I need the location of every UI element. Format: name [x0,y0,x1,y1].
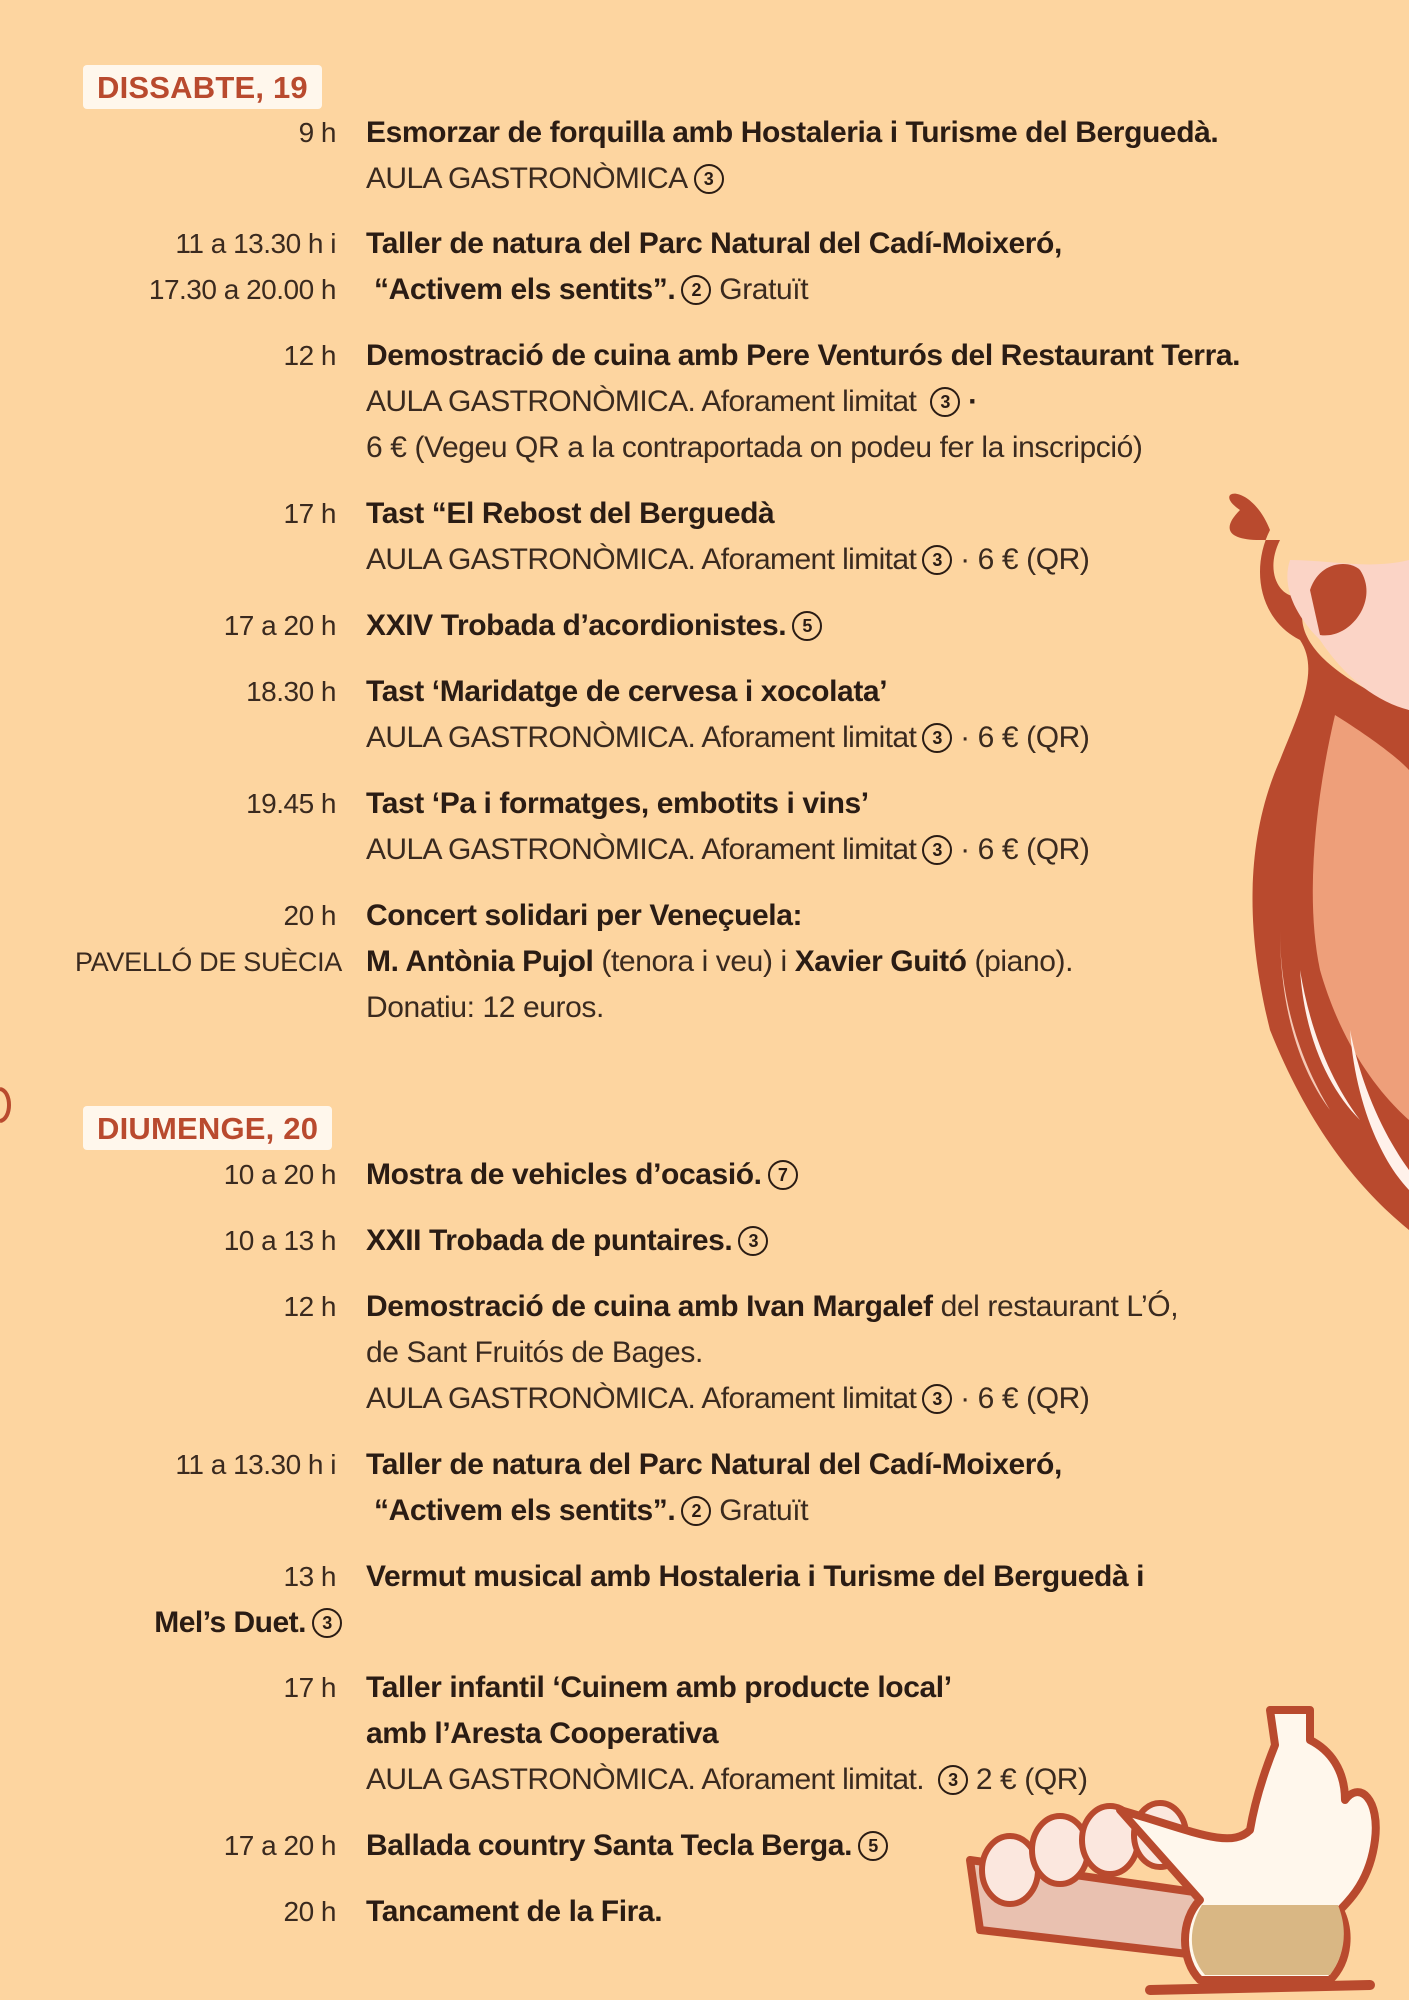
event-title: Taller infantil ‘Cuinem amb producte local’ [366,1671,952,1704]
event-time: 17 a 20 h [223,610,336,641]
event-venue: AULA GASTRONÒMICA. Aforament limitat [366,385,917,418]
event-venue: AULA GASTRONÒMICA. Aforament limitat. [366,1763,924,1796]
location-number-badge: 3 [922,835,952,865]
performer-role: (tenora i veu) i [593,945,795,978]
event-note: Donatiu: 12 euros. [366,991,604,1024]
event-venue: AULA GASTRONÒMICA. Aforament limitat [366,721,917,754]
event-title: Tast ‘Pa i formatges, embotits i vins’ [366,787,869,820]
location-number-badge: 3 [922,723,952,753]
event-time: 17 h [283,1672,336,1703]
price-label: · 6 € (QR) [960,721,1090,754]
event-title-rest: del restaurant L’Ó, [932,1290,1179,1323]
event-title: Tast “El Rebost del Berguedà [366,497,775,530]
location-number-badge: 3 [930,387,960,417]
event-time: 11 a 13.30 h i [175,1449,336,1480]
event-title: Mostra de vehicles d’ocasió. [366,1158,762,1191]
price-label: Gratuït [719,1494,809,1527]
event-time: 20 h [283,900,336,931]
day-badge-saturday: DISSABTE, 19 [83,65,322,109]
location-number-badge: 3 [312,1608,342,1638]
event-title: Tancament de la Fira. [366,1895,663,1928]
event-title: Concert solidari per Veneçuela: [366,899,803,932]
event-title: XXII Trobada de puntaires. [366,1224,733,1257]
event-time: 20 h [283,1896,336,1927]
performer-name: Xavier Guitó [794,945,967,978]
event-venue: AULA GASTRONÒMICA. Aforament limitat [366,833,917,866]
event-subtitle: “Activem els sentits”. [374,273,676,306]
event-time: 9 h [298,117,336,148]
event-time: 18.30 h [246,676,336,707]
event-time: 12 h [283,340,336,371]
event-venue: AULA GASTRONÒMICA [366,162,688,195]
price-label: Gratuït [719,273,809,306]
event-title-wrap [154,1600,342,1646]
location-number-badge: 3 [922,1384,952,1414]
price-label: · 6 € (QR) [960,833,1090,866]
event-time: 13 h [283,1561,336,1592]
location-number-badge: 3 [938,1765,968,1795]
event-venue-name: PAVELLÓ DE SUÈCIA [75,947,342,977]
event-title: Esmorzar de forquilla amb Hostaleria i Turisme del Berguedà. [366,116,1219,149]
location-number-badge: 3 [694,164,724,194]
event-time: 17 a 20 h [223,1830,336,1861]
event-note: 6 € (Vegeu QR a la contraportada on podeu fer la inscripció) [366,431,1143,464]
event-title: Taller de natura del Parc Natural del Cadí-Moixeró, [366,227,1062,260]
performer-role: (piano). [966,945,1074,978]
separator-dot: · [968,385,978,418]
event-time: 11 a 13.30 h i [175,228,336,259]
event-location: de Sant Fruitós de Bages. [366,1336,703,1369]
event-title: Tast ‘Maridatge de cervesa i xocolata’ [366,675,888,708]
event-time: 10 a 20 h [223,1159,336,1190]
event-title: Ballada country Santa Tecla Berga. [366,1829,853,1862]
event-time-second: 17.30 a 20.00 h [148,274,336,305]
event-title: Demostració de cuina amb Pere Venturós del Restaurant Terra. [366,339,1241,372]
event-title: Vermut musical amb Hostaleria i Turisme del Berguedà i [366,1560,1145,1593]
event-title: XXIV Trobada d’acordionistes. [366,609,787,642]
price-label: 2 € (QR) [975,1763,1088,1796]
location-number-badge: 2 [681,1496,711,1526]
event-title: Demostració de cuina amb Ivan Margalef [366,1290,933,1323]
day-badge-sunday: DIUMENGE, 20 [83,1106,332,1150]
event-time: 17 h [283,498,336,529]
price-label: · 6 € (QR) [960,1382,1090,1415]
performer-name: M. Antònia Pujol [366,945,594,978]
event-time: 19.45 h [246,788,336,819]
event-title: Taller de natura del Parc Natural del Cadí-Moixeró, [366,1448,1062,1481]
location-number-badge: 5 [858,1831,888,1861]
location-number-badge: 2 [681,275,711,305]
location-number-badge: 5 [792,611,822,641]
price-label: · 6 € (QR) [960,543,1090,576]
left-edge-ornament [0,1085,14,1125]
event-time: 10 a 13 h [223,1225,336,1256]
event-title-continued: Mel’s Duet. [154,1606,306,1639]
event-subtitle: “Activem els sentits”. [374,1494,676,1527]
event-venue: AULA GASTRONÒMICA. Aforament limitat [366,1382,917,1415]
location-number-badge: 7 [768,1160,798,1190]
location-number-badge: 3 [738,1226,768,1256]
location-number-badge: 3 [922,545,952,575]
event-time: 12 h [283,1291,336,1322]
event-subtitle: amb l’Aresta Cooperativa [366,1717,719,1750]
event-venue: AULA GASTRONÒMICA. Aforament limitat [366,543,917,576]
